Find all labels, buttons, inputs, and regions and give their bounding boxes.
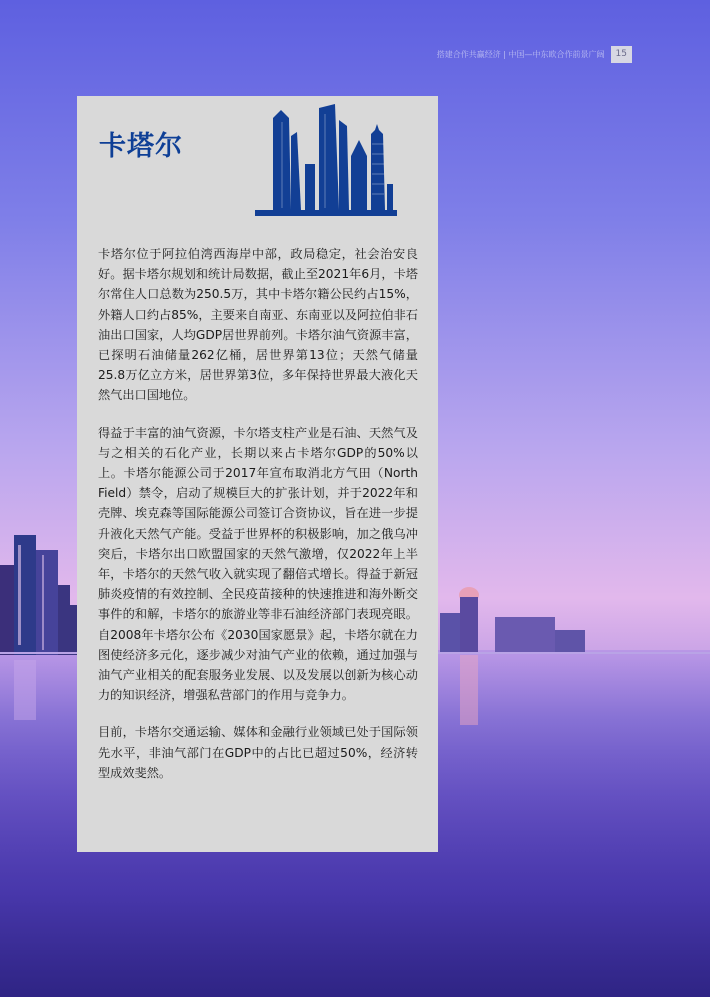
paragraph-3: 目前，卡塔尔交通运输、媒体和金融行业领域已处于国际领先水平，非油气部门在GDP中的占比已超过50%，经济转型成效斐然。 — [98, 725, 418, 780]
header-text: 搭建合作共赢经济 | 中国—中东欧合作前景广阔 — [436, 50, 605, 59]
card-title: 卡塔尔 — [99, 131, 183, 162]
paragraph-2: 得益于丰富的油气资源，卡尔塔支柱产业是石油、天然气及与之相关的石化产业，长期以来占卡塔尔GDP的50%以上。卡塔尔能源公司于2017年宣布取消北方气田（North Field）禁令，启动了规模巨大的扩张计划，并于2022年和壳牌、埃克森等国际能源公司签订合资协议，旨在进一步提升液化天然气产能。受益于世界杯的积极影响，加之俄乌冲突后，卡塔尔出口欧盟国家的天然气激增，仅2022年上半年，卡塔尔的天然气收入就实现了翻倍式增长。得益于新冠肺炎疫情的有效控制、全民疫苗接种的快速推进和海外断交事件的和解，卡塔尔的旅游业等非石油经济部门表现亮眼。自2008年卡塔尔公布《2030国家愿景》起，卡塔尔就在力图使经济多元化，逐步减少对油气产业的依赖，通过加强与油气产业相关的配套服务业发展、以及发展以创新为核心动力的知识经济，增强私营部门的作用与竞争力。 — [98, 425, 418, 703]
qatar-info-card — [77, 96, 438, 852]
paragraph-1: 卡塔尔位于阿拉伯湾西海岸中部，政局稳定，社会治安良好。据卡塔尔规划和统计局数据，截止至2021年6月，卡塔尔常住人口总数为250.5万，其中卡塔尔籍公民约占15%，外籍人口约占85%，主要来自南亚、东南亚以及阿拉伯非石油出口国家，人均GDP居世界前列。卡塔尔油气资源丰富，已探明石油储量262亿桶，居世界第13位；天然气储量25.8万亿立方米，居世界第3位，多年保持世界最大液化天然气出口国地位。 — [98, 247, 418, 403]
skyline-icon — [255, 104, 397, 220]
page-header — [437, 46, 632, 63]
card-body — [98, 244, 418, 800]
page-number: 15 — [611, 46, 632, 63]
